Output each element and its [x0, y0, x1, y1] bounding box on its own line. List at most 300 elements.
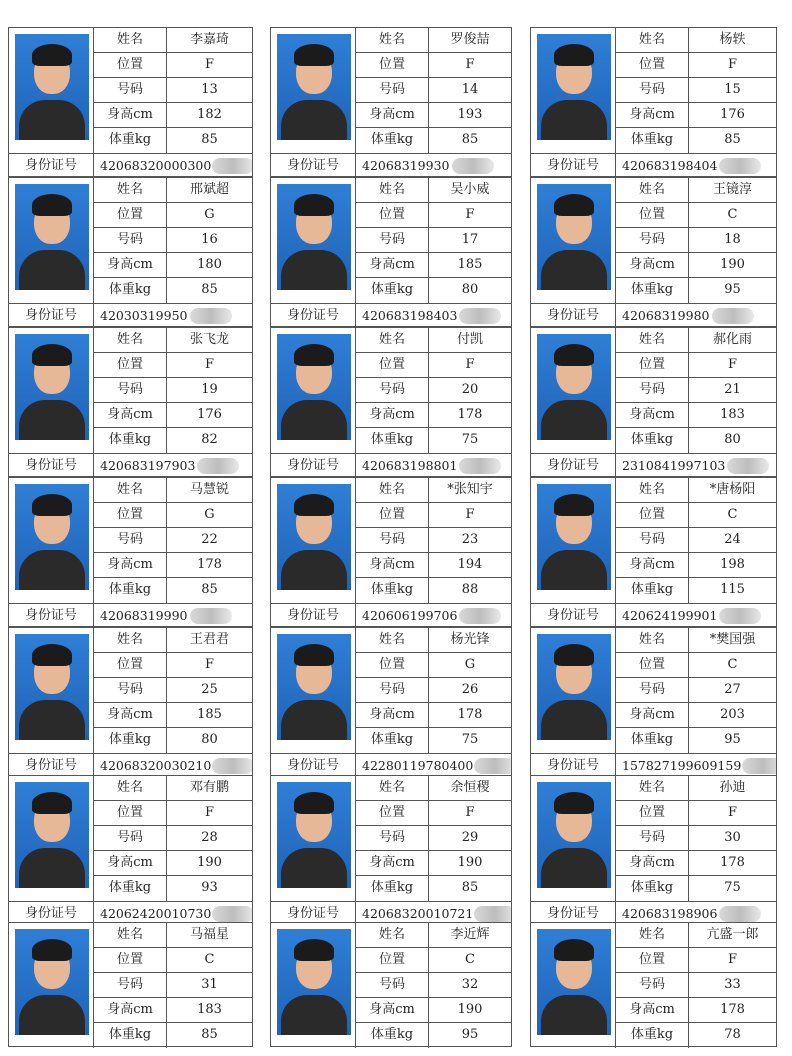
number-label: 号码: [355, 378, 429, 402]
player-weight: 85: [201, 282, 218, 297]
number-row: [93, 678, 252, 703]
photo-hair: [294, 194, 334, 216]
id-text: 420683198404: [622, 158, 718, 173]
weight-row: [93, 578, 252, 603]
id-row: [9, 453, 252, 478]
player-card: [530, 177, 777, 327]
player-weight: 85: [461, 880, 479, 895]
player-card: [270, 327, 512, 477]
name-row: [93, 478, 252, 503]
height-label: 身高cm: [93, 553, 167, 577]
number-label: 号码: [615, 378, 689, 402]
player-number: 29: [461, 830, 479, 845]
player-name: 郝化雨: [712, 332, 752, 347]
player-height: 190: [197, 855, 222, 870]
height-row: [93, 253, 252, 278]
player-weight: 75: [724, 880, 741, 895]
id-text: 420606199706: [362, 608, 458, 623]
id-row: [271, 603, 511, 628]
id-label: 身份证号: [531, 304, 616, 328]
number-row: [355, 378, 511, 403]
photo-hair: [32, 494, 72, 516]
height-label: 身高cm: [615, 253, 689, 277]
height-label: 身高cm: [615, 553, 689, 577]
player-info-table: [615, 776, 776, 901]
player-photo: [277, 782, 351, 888]
player-weight: 85: [461, 132, 479, 147]
number-row: [93, 826, 252, 851]
player-weight: 85: [201, 582, 218, 597]
id-text: 420683198801: [362, 458, 458, 473]
photo-body: [19, 550, 85, 590]
id-label: 身份证号: [531, 754, 616, 778]
player-number: 31: [201, 977, 218, 992]
weight-label: 体重kg: [615, 278, 689, 303]
player-photo: [15, 334, 89, 440]
player-info-table: [355, 178, 511, 303]
id-row: [531, 603, 776, 628]
height-row: [93, 103, 252, 128]
photo-body: [541, 100, 607, 140]
photo-hair: [32, 644, 72, 666]
number-label: 号码: [355, 228, 429, 252]
id-number: [356, 304, 511, 328]
player-weight: 85: [201, 132, 218, 147]
number-label: 号码: [355, 528, 429, 552]
player-position: F: [727, 952, 738, 967]
position-row: [355, 948, 511, 973]
player-name: 亢盛一郎: [706, 927, 759, 942]
redaction-blur: [190, 608, 232, 624]
id-row: [271, 303, 511, 328]
height-row: [355, 851, 511, 876]
height-label: 身高cm: [355, 851, 429, 875]
name-label: 姓名: [615, 178, 689, 202]
name-row: [355, 28, 511, 53]
photo-hair: [294, 939, 334, 961]
id-row: [531, 453, 776, 478]
player-position: F: [465, 507, 475, 522]
weight-row: [93, 278, 252, 303]
player-info-table: [355, 478, 511, 603]
height-label: 身高cm: [93, 851, 167, 875]
photo-body: [281, 550, 347, 590]
position-label: 位置: [615, 353, 689, 377]
player-number: 27: [724, 682, 741, 697]
player-number: 23: [461, 532, 479, 547]
name-row: [93, 776, 252, 801]
weight-label: 体重kg: [355, 1023, 429, 1048]
id-row: [531, 303, 776, 328]
player-name: *张知宇: [447, 482, 493, 497]
player-name: 李近辉: [450, 927, 490, 942]
name-label: 姓名: [93, 628, 167, 652]
height-row: [355, 253, 511, 278]
weight-label: 体重kg: [615, 578, 689, 603]
weight-row: [93, 728, 252, 753]
redaction-blur: [212, 906, 252, 922]
position-row: [355, 203, 511, 228]
position-row: [355, 653, 511, 678]
number-label: 号码: [355, 678, 429, 702]
player-number: 32: [461, 977, 479, 992]
player-height: 176: [197, 407, 222, 422]
number-label: 号码: [355, 973, 429, 997]
player-weight: 115: [720, 582, 745, 597]
position-row: [615, 53, 776, 78]
height-label: 身高cm: [93, 253, 167, 277]
player-position: F: [204, 657, 215, 672]
id-number: [616, 454, 776, 478]
player-card: [8, 922, 253, 1047]
player-card: [8, 27, 253, 177]
id-label: 身份证号: [271, 754, 356, 778]
weight-row: [615, 728, 776, 753]
height-label: 身高cm: [615, 998, 689, 1022]
number-row: [355, 528, 511, 553]
player-info-table: [615, 478, 776, 603]
height-row: [93, 403, 252, 428]
position-label: 位置: [93, 948, 167, 972]
name-label: 姓名: [93, 923, 167, 947]
weight-label: 体重kg: [93, 428, 167, 453]
id-number: [94, 454, 252, 478]
height-row: [93, 703, 252, 728]
player-number: 33: [724, 977, 741, 992]
player-photo: [277, 484, 351, 590]
weight-label: 体重kg: [615, 1023, 689, 1048]
player-weight: 75: [461, 732, 479, 747]
id-text: 42068319990: [100, 608, 188, 623]
player-info-table: [615, 628, 776, 753]
player-number: 30: [724, 830, 741, 845]
photo-hair: [554, 44, 594, 66]
id-label: 身份证号: [531, 902, 616, 926]
player-height: 178: [457, 407, 483, 422]
player-info-table: [615, 28, 776, 153]
photo-body: [281, 250, 347, 290]
height-label: 身高cm: [355, 253, 429, 277]
player-weight: 85: [201, 1027, 218, 1042]
photo-body: [541, 550, 607, 590]
position-label: 位置: [615, 203, 689, 227]
weight-row: [355, 1023, 511, 1048]
redaction-blur: [212, 758, 252, 774]
weight-label: 体重kg: [93, 278, 167, 303]
weight-row: [615, 428, 776, 453]
player-name: 孙迪: [719, 780, 746, 795]
name-label: 姓名: [355, 628, 429, 652]
id-number: [356, 604, 511, 628]
player-name: 王君君: [189, 632, 229, 647]
position-row: [93, 503, 252, 528]
player-card: [530, 627, 777, 777]
id-label: 身份证号: [271, 604, 356, 628]
weight-row: [615, 876, 776, 901]
height-row: [615, 703, 776, 728]
weight-row: [93, 128, 252, 153]
player-name: 邢斌超: [189, 182, 229, 197]
id-row: [9, 603, 252, 628]
player-photo: [537, 634, 611, 740]
photo-body: [19, 995, 85, 1035]
id-label: 身份证号: [531, 454, 616, 478]
player-height: 185: [197, 707, 222, 722]
number-row: [615, 228, 776, 253]
height-row: [615, 851, 776, 876]
player-card: [270, 477, 512, 627]
photo-hair: [32, 939, 72, 961]
id-text: 42068320000300: [100, 158, 212, 173]
player-weight: 93: [201, 880, 218, 895]
id-number: [616, 154, 776, 178]
weight-label: 体重kg: [93, 876, 167, 901]
number-label: 号码: [615, 678, 689, 702]
name-label: 姓名: [615, 776, 689, 800]
number-label: 号码: [355, 78, 429, 102]
height-label: 身高cm: [615, 851, 689, 875]
id-text: 420683198906: [622, 906, 718, 921]
photo-hair: [554, 344, 594, 366]
player-position: F: [727, 805, 738, 820]
photo-hair: [32, 44, 72, 66]
weight-label: 体重kg: [615, 876, 689, 901]
height-row: [93, 553, 252, 578]
redaction-blur: [712, 308, 754, 324]
redaction-blur: [459, 608, 501, 624]
height-label: 身高cm: [615, 403, 689, 427]
name-row: [615, 776, 776, 801]
redaction-blur: [727, 458, 769, 474]
player-card: [270, 775, 512, 925]
height-label: 身高cm: [355, 703, 429, 727]
name-row: [615, 328, 776, 353]
player-position: F: [465, 357, 475, 372]
name-label: 姓名: [355, 28, 429, 52]
height-label: 身高cm: [615, 103, 689, 127]
photo-body: [541, 995, 607, 1035]
player-height: 185: [457, 257, 483, 272]
position-row: [615, 653, 776, 678]
number-row: [355, 678, 511, 703]
player-position: G: [464, 657, 476, 672]
id-label: 身份证号: [271, 902, 356, 926]
photo-body: [19, 848, 85, 888]
player-height: 180: [197, 257, 222, 272]
height-label: 身高cm: [93, 998, 167, 1022]
weight-label: 体重kg: [615, 128, 689, 153]
position-label: 位置: [355, 203, 429, 227]
weight-label: 体重kg: [615, 428, 689, 453]
weight-label: 体重kg: [355, 428, 429, 453]
number-row: [93, 78, 252, 103]
id-row: [9, 303, 252, 328]
player-height: 178: [720, 1002, 745, 1017]
position-label: 位置: [615, 948, 689, 972]
player-info-table: [355, 628, 511, 753]
redaction-blur: [474, 906, 511, 922]
name-row: [615, 178, 776, 203]
name-row: [355, 628, 511, 653]
player-card: [270, 627, 512, 777]
height-label: 身高cm: [615, 703, 689, 727]
name-label: 姓名: [93, 478, 167, 502]
height-label: 身高cm: [355, 403, 429, 427]
name-label: 姓名: [615, 923, 689, 947]
photo-body: [281, 848, 347, 888]
id-text: 42068320010721: [362, 906, 474, 921]
name-label: 姓名: [355, 478, 429, 502]
player-photo: [537, 184, 611, 290]
name-label: 姓名: [615, 478, 689, 502]
weight-label: 体重kg: [93, 128, 167, 153]
height-row: [615, 253, 776, 278]
redaction-blur: [212, 158, 252, 174]
player-name: 余恒稷: [450, 780, 490, 795]
height-row: [355, 553, 511, 578]
weight-row: [615, 128, 776, 153]
player-info-table: [93, 178, 252, 303]
number-label: 号码: [615, 826, 689, 850]
player-card: [8, 177, 253, 327]
id-label: 身份证号: [9, 902, 94, 926]
player-number: 15: [724, 82, 741, 97]
photo-body: [281, 700, 347, 740]
player-position: C: [465, 952, 475, 967]
height-label: 身高cm: [355, 103, 429, 127]
player-weight: 82: [201, 432, 218, 447]
id-row: [9, 153, 252, 178]
id-row: [271, 153, 511, 178]
name-row: [93, 178, 252, 203]
player-photo: [537, 334, 611, 440]
id-text: 420683198403: [362, 308, 458, 323]
player-card: [530, 327, 777, 477]
number-label: 号码: [615, 78, 689, 102]
number-label: 号码: [93, 78, 167, 102]
player-name: 吴小威: [450, 182, 490, 197]
name-row: [355, 478, 511, 503]
player-position: F: [204, 357, 215, 372]
player-card: [8, 477, 253, 627]
player-info-table: [615, 328, 776, 453]
player-card: [8, 327, 253, 477]
number-label: 号码: [93, 973, 167, 997]
position-label: 位置: [615, 653, 689, 677]
player-height: 198: [720, 557, 745, 572]
player-number: 25: [201, 682, 218, 697]
position-label: 位置: [93, 801, 167, 825]
player-position: G: [204, 507, 215, 522]
number-label: 号码: [93, 378, 167, 402]
player-number: 20: [461, 382, 479, 397]
position-row: [93, 801, 252, 826]
name-label: 姓名: [355, 328, 429, 352]
player-position: C: [727, 657, 738, 672]
position-row: [615, 203, 776, 228]
name-row: [355, 328, 511, 353]
photo-body: [19, 100, 85, 140]
redaction-blur: [474, 758, 511, 774]
number-row: [615, 78, 776, 103]
player-info-table: [93, 28, 252, 153]
player-photo: [15, 484, 89, 590]
player-weight: 80: [461, 282, 479, 297]
position-row: [615, 801, 776, 826]
weight-label: 体重kg: [355, 278, 429, 303]
name-row: [615, 923, 776, 948]
player-photo: [15, 782, 89, 888]
redaction-blur: [719, 608, 761, 624]
weight-label: 体重kg: [615, 728, 689, 753]
name-row: [355, 776, 511, 801]
position-label: 位置: [355, 503, 429, 527]
height-label: 身高cm: [355, 998, 429, 1022]
id-text: 42068320030210: [100, 758, 212, 773]
name-label: 姓名: [93, 776, 167, 800]
number-row: [355, 826, 511, 851]
player-height: 182: [197, 107, 222, 122]
position-label: 位置: [355, 53, 429, 77]
player-height: 203: [720, 707, 745, 722]
photo-body: [19, 250, 85, 290]
player-card: [530, 27, 777, 177]
position-row: [355, 503, 511, 528]
id-text: 420683197903: [100, 458, 196, 473]
number-label: 号码: [93, 528, 167, 552]
player-card: [8, 627, 253, 777]
name-row: [93, 28, 252, 53]
name-label: 姓名: [355, 178, 429, 202]
id-label: 身份证号: [271, 454, 356, 478]
player-position: F: [465, 57, 475, 72]
weight-row: [355, 128, 511, 153]
position-label: 位置: [93, 203, 167, 227]
number-row: [615, 678, 776, 703]
height-row: [355, 703, 511, 728]
player-position: F: [727, 57, 738, 72]
id-number: [356, 454, 511, 478]
player-photo: [15, 34, 89, 140]
player-card: [8, 775, 253, 925]
id-text: 42280119780400: [362, 758, 474, 773]
position-label: 位置: [355, 353, 429, 377]
player-name: 马福星: [189, 927, 229, 942]
name-label: 姓名: [615, 628, 689, 652]
player-weight: 80: [724, 432, 741, 447]
player-number: 14: [461, 82, 479, 97]
position-row: [93, 53, 252, 78]
player-info-table: [355, 328, 511, 453]
player-name: 王镜淳: [712, 182, 752, 197]
position-row: [355, 353, 511, 378]
id-number: [356, 154, 511, 178]
number-label: 号码: [615, 528, 689, 552]
id-text: 2310841997103: [622, 458, 726, 473]
photo-body: [541, 250, 607, 290]
number-row: [615, 378, 776, 403]
photo-hair: [294, 494, 334, 516]
player-card: [270, 27, 512, 177]
player-number: 13: [201, 82, 218, 97]
player-info-table: [93, 628, 252, 753]
player-name: *唐杨阳: [709, 482, 756, 497]
number-row: [93, 228, 252, 253]
id-text: 42030319950: [100, 308, 188, 323]
player-photo: [277, 334, 351, 440]
player-position: C: [727, 507, 738, 522]
height-row: [615, 103, 776, 128]
